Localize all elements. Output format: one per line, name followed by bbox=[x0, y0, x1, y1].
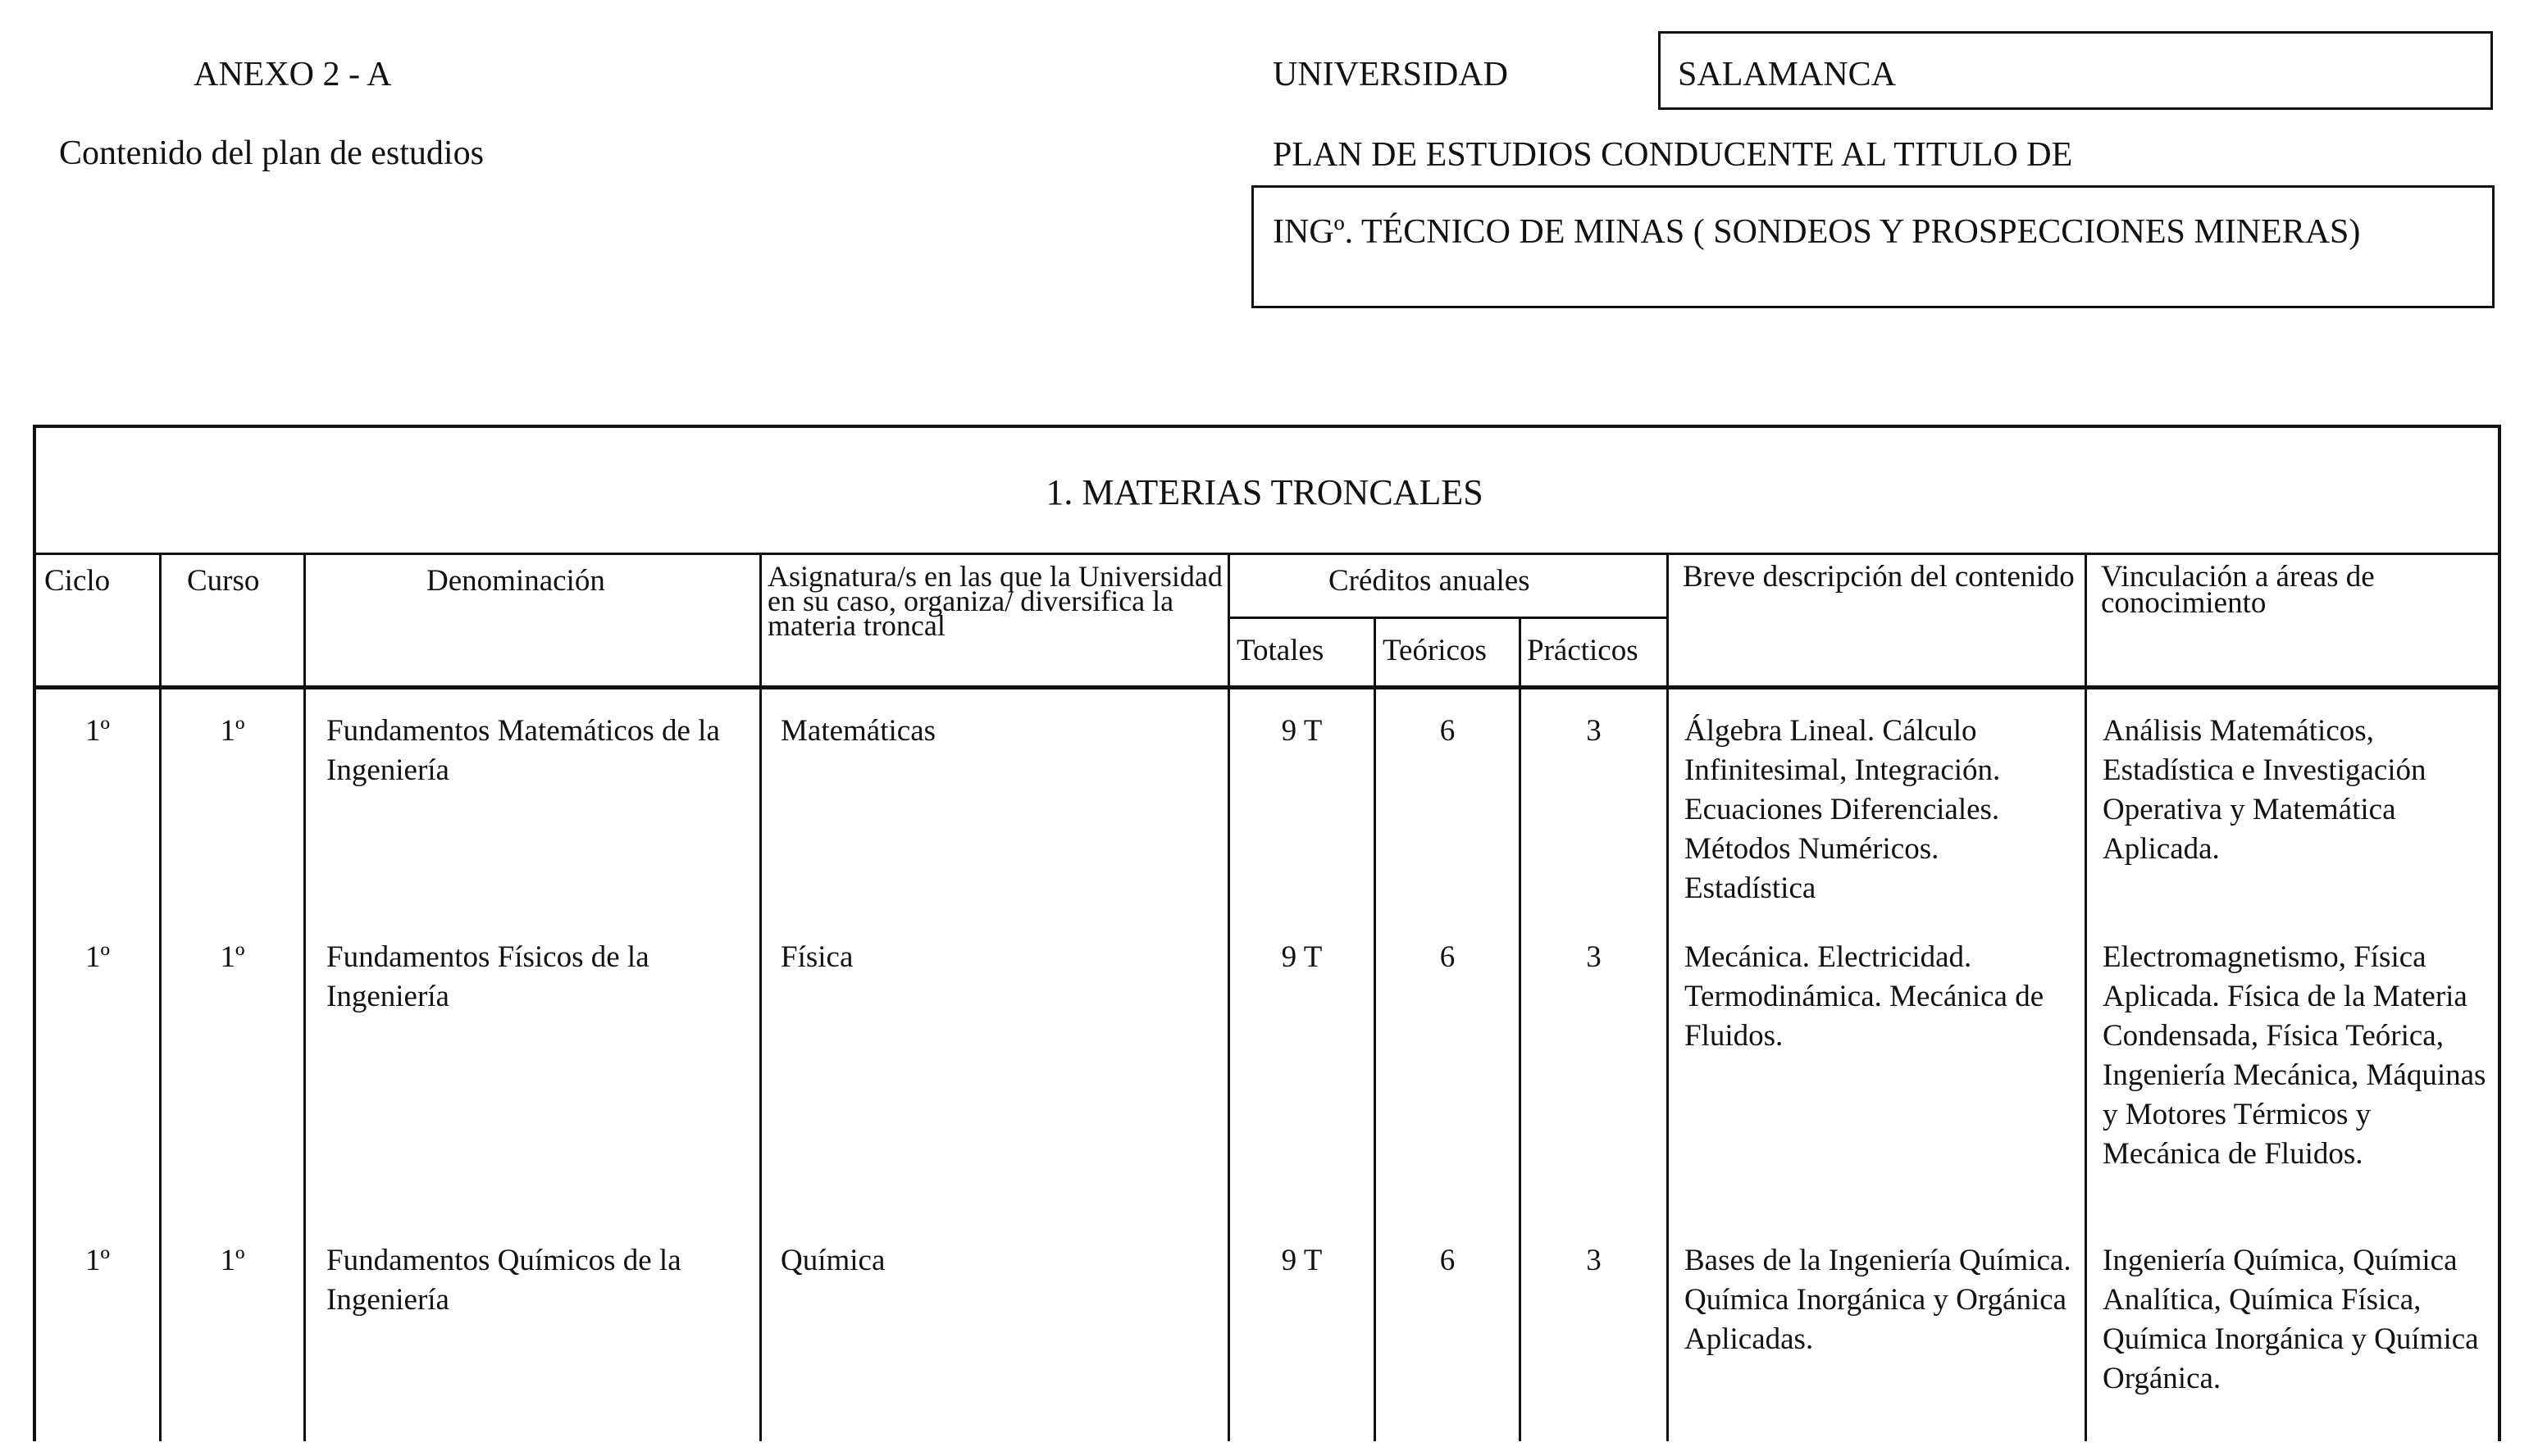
cell-practicos: 3 bbox=[1586, 940, 1602, 974]
section-title-divider bbox=[33, 553, 2501, 555]
cell-denominacion: Fundamentos Físicos de la Ingeniería bbox=[326, 940, 649, 1013]
anexo-label: ANEXO 2 - A bbox=[194, 56, 392, 93]
cell-curso: 1º bbox=[220, 1244, 245, 1277]
cell-asignatura: Química bbox=[781, 1244, 886, 1277]
creditos-sub-divider bbox=[1228, 617, 1668, 619]
header-bottom-border bbox=[33, 685, 2501, 689]
cell-curso: 1º bbox=[220, 714, 245, 748]
cell-totales: 9 T bbox=[1281, 1244, 1323, 1277]
cell-teoricos: 6 bbox=[1439, 714, 1456, 748]
cell-teoricos: 6 bbox=[1439, 940, 1456, 974]
col-header-practicos: Prácticos bbox=[1527, 634, 1638, 667]
universidad-name: SALAMANCA bbox=[1678, 56, 1897, 93]
plan-label: PLAN DE ESTUDIOS CONDUCENTE AL TITULO DE bbox=[1273, 136, 2073, 174]
col-header-vinculacion: Vinculación a áreas de conocimiento bbox=[2101, 560, 2375, 620]
cell-ciclo: 1º bbox=[85, 714, 110, 748]
col-header-creditos: Créditos anuales bbox=[1328, 564, 1530, 598]
col-header-ciclo: Ciclo bbox=[44, 564, 111, 598]
section-title: 1. MATERIAS TRONCALES bbox=[1046, 472, 1483, 512]
col-header-denominacion: Denominación bbox=[426, 564, 605, 598]
cell-teoricos: 6 bbox=[1439, 1244, 1456, 1277]
col-divider-4 bbox=[1228, 553, 1230, 1441]
col-divider-2 bbox=[303, 553, 306, 1441]
col-divider-1 bbox=[159, 553, 162, 1441]
cell-vinculacion: Análisis Matemáticos, Estadística e Investigación Operativa y Matemática Aplicada. bbox=[2103, 714, 2426, 866]
col-header-teoricos: Teóricos bbox=[1383, 634, 1487, 667]
table-left-border bbox=[33, 425, 36, 1441]
col-divider-3 bbox=[759, 553, 762, 1441]
col-divider-8 bbox=[2085, 553, 2087, 1441]
cell-descripcion: Bases de la Ingeniería Química. Química Inorgánica y Orgánica Aplicadas. bbox=[1684, 1244, 2071, 1356]
cell-totales: 9 T bbox=[1281, 940, 1323, 974]
cell-practicos: 3 bbox=[1586, 1244, 1602, 1277]
contenido-label: Contenido del plan de estudios bbox=[59, 134, 484, 172]
cell-asignatura: Matemáticas bbox=[781, 714, 936, 748]
titulo-text: INGº. TÉCNICO DE MINAS ( SONDEOS Y PROSPECCIONES MINERAS) bbox=[1273, 213, 2361, 251]
cell-denominacion: Fundamentos Químicos de la Ingeniería bbox=[326, 1244, 681, 1317]
col-header-asignatura: Asignatura/s en las que la Universidad en su caso, organiza/ diversifica la materia troncal bbox=[768, 560, 1223, 642]
cell-ciclo: 1º bbox=[85, 1244, 110, 1277]
cell-asignatura: Física bbox=[781, 940, 854, 974]
cell-descripcion: Mecánica. Electricidad. Termodinámica. Mecánica de Fluidos. bbox=[1684, 940, 2044, 1053]
col-divider-7 bbox=[1666, 553, 1669, 1441]
cell-vinculacion: Ingeniería Química, Química Analítica, Química Física, Química Inorgánica y Química Orgánica. bbox=[2103, 1244, 2479, 1395]
cell-practicos: 3 bbox=[1586, 714, 1602, 748]
cell-ciclo: 1º bbox=[85, 940, 110, 974]
table-right-border bbox=[2498, 425, 2501, 1441]
cell-vinculacion: Electromagnetismo, Física Aplicada. Física de la Materia Condensada, Física Teórica, Ingeniería Mecánica, Máquinas y Motores Térmicos y Mecánica de Fluidos. bbox=[2103, 940, 2486, 1171]
cell-totales: 9 T bbox=[1281, 714, 1323, 748]
cell-descripcion: Álgebra Lineal. Cálculo Infinitesimal, Integración. Ecuaciones Diferenciales. Métodos Numéricos. Estadística bbox=[1684, 714, 2001, 905]
col-header-curso: Curso bbox=[187, 564, 260, 598]
universidad-label: UNIVERSIDAD bbox=[1273, 56, 1508, 93]
col-header-descripcion: Breve descripción del contenido bbox=[1683, 560, 2075, 594]
cell-curso: 1º bbox=[220, 940, 245, 974]
table-top-border bbox=[33, 425, 2501, 428]
col-header-totales: Totales bbox=[1237, 634, 1324, 667]
cell-denominacion: Fundamentos Matemáticos de la Ingeniería bbox=[326, 714, 720, 787]
